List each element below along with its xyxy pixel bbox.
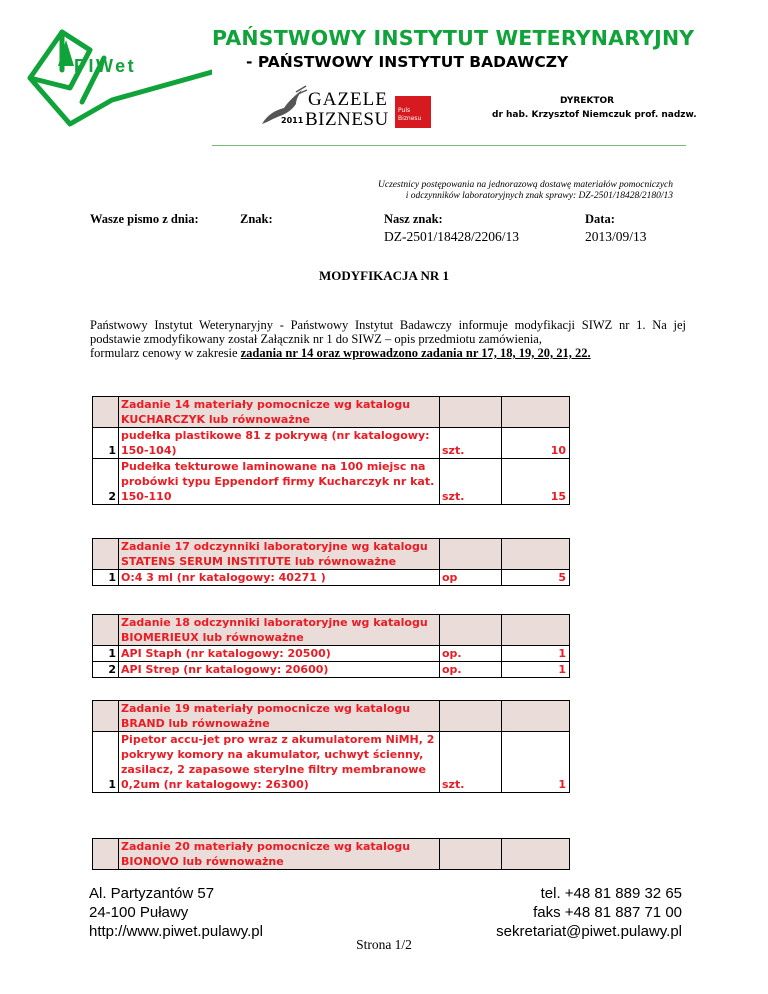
item-description-line: 150-104)	[121, 444, 177, 457]
task-table	[92, 614, 570, 678]
item-description-line: Pipetor accu-jet pro wraz z akumulatorem NiMH, 2	[121, 733, 435, 746]
item-description	[119, 459, 440, 505]
date-value: 2013/09/13	[585, 229, 647, 244]
task-item-row	[93, 428, 570, 459]
task-header-line: Zadanie 20 materiały pomocnicze wg katalogu	[121, 840, 411, 853]
sign-label: Znak:	[240, 212, 273, 226]
task-header-line: BIOMERIEUX lub równoważne	[121, 631, 304, 644]
item-number: 1	[93, 732, 119, 793]
footer-address	[89, 884, 263, 941]
item-description-line: API Strep (nr katalogowy: 20600)	[121, 663, 329, 676]
item-description	[119, 646, 440, 662]
intro-paragraph: Państwowy Instytut Weterynaryjny - Państwowy Instytut Badawczy informuje modyfikacji SIWZ nr 1. Na jej podstawie zmodyfikowany został Załącznik nr 1 do SIWZ – opis przedmiotu zamówienia,	[90, 318, 686, 346]
item-unit: szt.	[440, 732, 502, 793]
task-header-row	[93, 397, 570, 428]
director-name: dr hab. Krzysztof Niemczuk prof. nadzw.	[492, 110, 697, 120]
item-unit: szt.	[440, 428, 502, 459]
recipients-line-2: i odczynników laboratoryjnych znak sprawy: DZ-2501/18428/2180/13	[405, 191, 673, 201]
badge-text-puls: Puls	[398, 107, 411, 114]
task-header-line: BRAND lub równoważne	[121, 717, 270, 730]
task-header-line: STATENS SERUM INSTITUTE lub równoważne	[121, 555, 397, 568]
item-number: 1	[93, 570, 119, 586]
item-description-line: API Staph (nr katalogowy: 20500)	[121, 647, 331, 660]
item-number: 1	[93, 646, 119, 662]
director-title: DYREKTOR	[560, 96, 615, 106]
institute-subtitle: - PAŃSTWOWY INSTYTUT BADAWCZY	[246, 53, 569, 71]
item-number: 2	[93, 662, 119, 678]
item-description-line: pudełka plastikowe 81 z pokrywą (nr katalogowy:	[121, 429, 430, 442]
logo-text: PIWet	[74, 56, 137, 76]
task-item-row	[93, 570, 570, 586]
item-quantity: 1	[502, 732, 570, 793]
task-table	[92, 700, 570, 793]
item-description-line: zasilacz, 2 zapasowe sterylne filtry membranowe	[121, 763, 426, 776]
item-description	[119, 732, 440, 793]
item-description-line: Pudełka tekturowe laminowane na 100 miejsc na	[121, 460, 426, 473]
item-description-line: pokrywy komory na akumulator, uchwyt ścienny,	[121, 748, 424, 761]
item-quantity: 15	[502, 459, 570, 505]
fax-number: faks +48 81 887 71 00	[533, 904, 682, 921]
task-header-line: BIONOVO lub równoważne	[121, 855, 284, 868]
date-label: Data:	[585, 212, 615, 226]
biznesu-title: BIZNESU	[305, 109, 389, 130]
item-unit: op.	[440, 662, 502, 678]
website-link[interactable]: http://www.piwet.pulawy.pl	[89, 923, 263, 940]
our-sign-label: Nasz znak:	[384, 212, 443, 226]
task-item-row	[93, 662, 570, 678]
item-unit: szt.	[440, 459, 502, 505]
item-unit: op.	[440, 646, 502, 662]
our-sign-value: DZ-2501/18428/2206/13	[384, 229, 519, 244]
intro-plain: formularz cenowy w zakresie	[90, 346, 241, 360]
task-header-row	[93, 839, 570, 870]
intro-tasks-emphasis: zadania nr 14 oraz wprowadzono zadania nr 17, 18, 19, 20, 21, 22.	[240, 346, 591, 360]
gazele-title: GAZELE	[308, 89, 388, 110]
page-number: Strona 1/2	[356, 937, 412, 952]
item-number: 2	[93, 459, 119, 505]
gazele-year: 2011	[281, 116, 304, 125]
email-link[interactable]: sekretariat@piwet.pulawy.pl	[496, 923, 682, 940]
header-divider	[212, 145, 686, 146]
item-description	[119, 662, 440, 678]
phone-number: tel. +48 81 889 32 65	[540, 885, 682, 902]
your-letter-label: Wasze pismo z dnia:	[90, 212, 199, 226]
item-quantity: 10	[502, 428, 570, 459]
task-item-row	[93, 646, 570, 662]
task-header-line: Zadanie 19 materiały pomocnicze wg katalogu	[121, 702, 411, 715]
item-description-line: 150-110	[121, 490, 172, 503]
item-description-line: 0,2um (nr katalogowy: 26300)	[121, 778, 309, 791]
item-quantity: 1	[502, 646, 570, 662]
item-description	[119, 570, 440, 586]
recipients-line-1: Uczestnicy postępowania na jednorazową dostawę materiałów pomocniczych	[378, 180, 673, 190]
task-header-line: KUCHARCZYK lub równoważne	[121, 413, 311, 426]
intro-last-line	[90, 346, 591, 361]
task-item-row	[93, 732, 570, 793]
address-street: Al. Partyzantów 57	[89, 885, 215, 902]
task-header-row	[93, 539, 570, 570]
item-description	[119, 428, 440, 459]
item-description-line: O:4 3 ml (nr katalogowy: 40271 )	[121, 571, 326, 584]
badge-text-biznesu: Biznesu	[398, 115, 422, 122]
recipients-note	[378, 180, 673, 202]
item-quantity: 1	[502, 662, 570, 678]
task-table	[92, 396, 570, 505]
task-header-line: Zadanie 14 materiały pomocnicze wg katalogu	[121, 398, 411, 411]
item-description-line: probówki typu Eppendorf firmy Kucharczyk nr kat.	[121, 475, 435, 488]
task-item-row	[93, 459, 570, 505]
task-header-row	[93, 615, 570, 646]
task-header-row	[93, 701, 570, 732]
task-table	[92, 538, 570, 586]
address-city: 24-100 Puławy	[89, 904, 189, 921]
footer-contact	[496, 884, 682, 941]
task-table	[92, 838, 570, 870]
task-header-line: Zadanie 17 odczynniki laboratoryjne wg katalogu	[121, 540, 428, 553]
item-unit: op	[440, 570, 502, 586]
item-number: 1	[93, 428, 119, 459]
document-title: MODYFIKACJA NR 1	[319, 268, 449, 283]
task-header-line: Zadanie 18 odczynniki laboratoryjne wg katalogu	[121, 616, 428, 629]
institute-title: PAŃSTWOWY INSTYTUT WETERYNARYJNY	[212, 26, 695, 50]
item-quantity: 5	[502, 570, 570, 586]
